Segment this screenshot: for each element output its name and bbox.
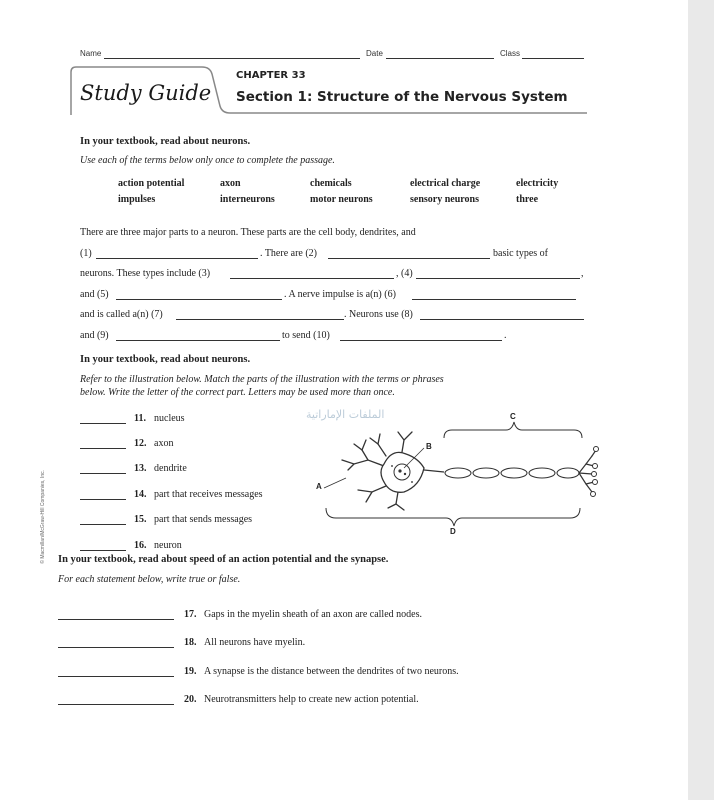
diagram-label-c: C [510,412,516,421]
item-18-text: All neurons have myelin. [204,637,306,648]
passage-blank-10-label: to send (10) [282,330,330,341]
blank-6[interactable] [412,299,576,300]
passage-blank-3-label: neurons. These types include (3) [80,268,211,279]
term-electrical-charge: electrical charge [410,178,481,189]
diagram-label-b: B [426,442,432,451]
term-electricity: electricity [516,178,559,189]
class-label: Class [500,49,521,58]
answer-15-line[interactable] [80,524,126,525]
answer-14-line[interactable] [80,499,126,500]
passage-blank-6-label: . A nerve impulse is a(n) (6) [284,289,396,300]
item-12-number: 12. [134,438,147,449]
item-16-text: neuron [154,540,182,551]
item-11-number: 11. [134,413,146,424]
passage-blank-5-label: and (5) [80,289,109,300]
passage-blank-1-label: (1) [80,248,92,259]
watermark-text: الملفات الإماراتية [306,408,385,421]
part1-instruction: In your textbook, read about neurons. [80,136,251,147]
diagram-label-d: D [450,527,456,536]
passage-period: . [504,330,507,341]
answer-19-line[interactable] [58,676,174,677]
part2-sub-2: below. Write the letter of the correct part. Letters may be used more than once. [80,387,395,398]
item-20-text: Neurotransmitters help to create new action potential. [204,694,419,705]
item-14-text: part that receives messages [154,489,263,500]
passage-blank-9-label: and (9) [80,330,109,341]
class-field-line[interactable] [522,58,584,59]
part3-instruction: In your textbook, read about speed of an action potential and the synapse. [58,554,389,565]
diagram-label-a: A [316,482,322,491]
item-17-number: 17. [184,609,197,620]
answer-13-line[interactable] [80,473,126,474]
part2-sub-1: Refer to the illustration below. Match the parts of the illustration with the terms or phrases [80,374,444,385]
item-13-text: dendrite [154,463,187,474]
term-motor-neurons: motor neurons [310,194,373,205]
item-20-number: 20. [184,694,197,705]
passage-blank-7-label: and is called a(n) (7) [80,309,163,320]
blank-5[interactable] [116,299,282,300]
answer-11-line[interactable] [80,423,126,424]
answer-12-line[interactable] [80,448,126,449]
name-field-line[interactable] [104,58,360,59]
answer-18-line[interactable] [58,647,174,648]
neuron-diagram [306,408,602,538]
item-12-text: axon [154,438,174,449]
blank-2[interactable] [328,258,490,259]
answer-17-line[interactable] [58,619,174,620]
part1-subinstruction: Use each of the terms below only once to complete the passage. [80,155,335,166]
item-19-number: 19. [184,666,197,677]
blank-4[interactable] [416,278,580,279]
item-14-number: 14. [134,489,147,500]
date-label: Date [366,49,383,58]
copyright-vertical: © Macmillan/McGraw-Hill Companies, Inc. [40,470,46,564]
passage-blank-4-label: , (4) [396,268,413,279]
passage-blank-8-label: . Neurons use (8) [344,309,413,320]
item-15-number: 15. [134,514,147,525]
passage-blank-2-label: . There are (2) [260,248,318,259]
part3-sub: For each statement below, write true or false. [58,574,241,585]
answer-20-line[interactable] [58,704,174,705]
item-15-text: part that sends messages [154,514,253,525]
blank-7[interactable] [176,319,344,320]
item-11-text: nucleus [154,413,185,424]
term-impulses: impulses [118,194,156,205]
date-field-line[interactable] [386,58,494,59]
section-title: Section 1: Structure of the Nervous System [236,89,568,105]
term-interneurons: interneurons [220,194,275,205]
study-guide-title: Study Guide [80,81,212,105]
term-chemicals: chemicals [310,178,352,189]
blank-9[interactable] [116,340,280,341]
name-label: Name [80,49,102,58]
term-axon: axon [220,178,241,189]
term-three: three [516,194,539,205]
blank-10[interactable] [340,340,502,341]
item-18-number: 18. [184,637,197,648]
term-sensory-neurons: sensory neurons [410,194,479,205]
blank-8[interactable] [420,319,584,320]
passage-text-basic-types: basic types of [493,248,548,259]
part2-instruction: In your textbook, read about neurons. [80,354,251,365]
item-19-text: A synapse is the distance between the dendrites of two neurons. [204,666,459,677]
answer-16-line[interactable] [80,550,126,551]
blank-1[interactable] [96,258,258,259]
passage-comma: , [581,268,584,279]
blank-3[interactable] [230,278,394,279]
passage-line-1: There are three major parts to a neuron. These parts are the cell body, dendrites, and [80,227,416,238]
item-16-number: 16. [134,540,147,551]
chapter-label: CHAPTER 33 [236,70,306,81]
item-13-number: 13. [134,463,147,474]
item-17-text: Gaps in the myelin sheath of an axon are called nodes. [204,609,422,620]
right-margin-panel [688,0,714,800]
term-action-potential: action potential [118,178,185,189]
